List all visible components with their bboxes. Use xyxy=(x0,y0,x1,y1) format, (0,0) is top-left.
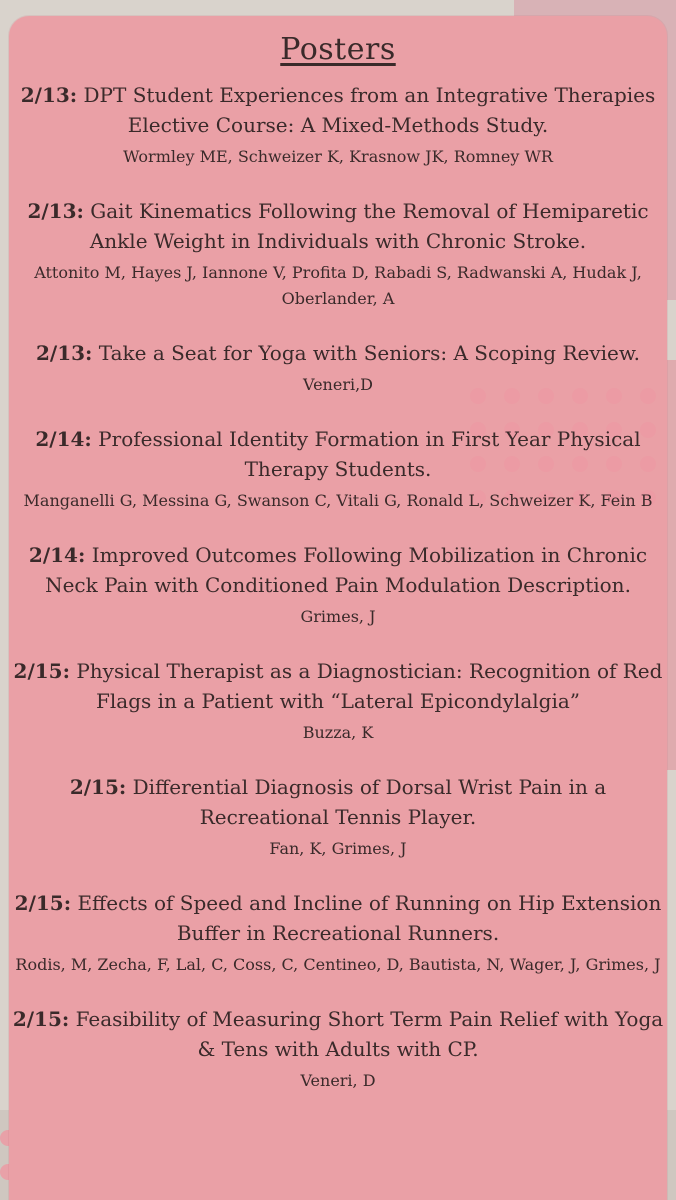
poster-authors: Veneri, D xyxy=(300,1071,376,1090)
poster-date: 2/15: xyxy=(13,659,70,683)
poster-title xyxy=(12,656,664,716)
poster-title xyxy=(12,1004,664,1064)
poster-entry xyxy=(12,772,664,862)
poster-entry xyxy=(12,540,664,630)
poster-authors: Rodis, M, Zecha, F, Lal, C, Coss, C, Centineo, D, Bautista, N, Wager, J, Grimes, J xyxy=(15,955,661,974)
poster-authors: Wormley ME, Schweizer K, Krasnow JK, Romney WR xyxy=(123,147,553,166)
poster-entry xyxy=(12,888,664,978)
poster-authors: Buzza, K xyxy=(302,723,374,742)
poster-date: 2/15: xyxy=(14,891,72,915)
poster-authors: Attonito M, Hayes J, Iannone V, Profita D, Rabadi S, Radwanski A, Hudak J, Oberlander, A xyxy=(34,263,642,308)
poster-title xyxy=(12,80,664,140)
poster-title-text: DPT Student Experiences from an Integrative Therapies Elective Course: A Mixed-Methods Study. xyxy=(77,83,656,137)
poster-entry xyxy=(12,196,664,312)
poster-title-text: Physical Therapist as a Diagnostician: Recognition of Red Flags in a Patient with “Lateral Epicondylalgia” xyxy=(69,659,663,713)
poster-title-text: Improved Outcomes Following Mobilization in Chronic Neck Pain with Conditioned Pain Modulation Description. xyxy=(45,543,648,597)
poster-title-text: Feasibility of Measuring Short Term Pain Relief with Yoga & Tens with Adults with CP. xyxy=(69,1007,664,1061)
poster-date: 2/14: xyxy=(35,427,92,451)
poster-authors: Veneri,D xyxy=(302,375,373,394)
poster-title-text: Take a Seat for Yoga with Seniors: A Scoping Review. xyxy=(92,341,640,365)
poster-entry xyxy=(12,656,664,746)
poster-date: 2/13: xyxy=(20,83,78,107)
poster-date: 2/14: xyxy=(28,543,86,567)
poster-entry xyxy=(12,80,664,170)
poster-date: 2/15: xyxy=(12,1007,70,1031)
poster-title xyxy=(12,196,664,256)
poster-title-text: Gait Kinematics Following the Removal of Hemiparetic Ankle Weight in Individuals with Chronic Stroke. xyxy=(83,199,649,253)
poster-entry xyxy=(12,338,664,398)
poster-title xyxy=(12,540,664,600)
poster-date: 2/13: xyxy=(27,199,84,223)
poster-title xyxy=(12,338,664,368)
poster-date: 2/13: xyxy=(36,341,93,365)
poster-title xyxy=(12,772,664,832)
poster-authors: Grimes, J xyxy=(300,607,376,626)
poster-entry xyxy=(12,1004,664,1094)
poster-authors: Manganelli G, Messina G, Swanson C, Vitali G, Ronald L, Schweizer K, Fein B xyxy=(23,491,653,510)
poster-title xyxy=(12,424,664,484)
poster-entry xyxy=(12,424,664,514)
poster-list xyxy=(12,80,664,1120)
poster-date: 2/15: xyxy=(69,775,127,799)
poster-title-text: Professional Identity Formation in First Year Physical Therapy Students. xyxy=(91,427,641,481)
poster-title xyxy=(12,888,664,948)
poster-title-text: Differential Diagnosis of Dorsal Wrist Pain in a Recreational Tennis Player. xyxy=(126,775,607,829)
poster-title-text: Effects of Speed and Incline of Running on Hip Extension Buffer in Recreational Runners. xyxy=(71,891,662,945)
page-title: Posters xyxy=(280,32,396,67)
poster-authors: Fan, K, Grimes, J xyxy=(269,839,407,858)
